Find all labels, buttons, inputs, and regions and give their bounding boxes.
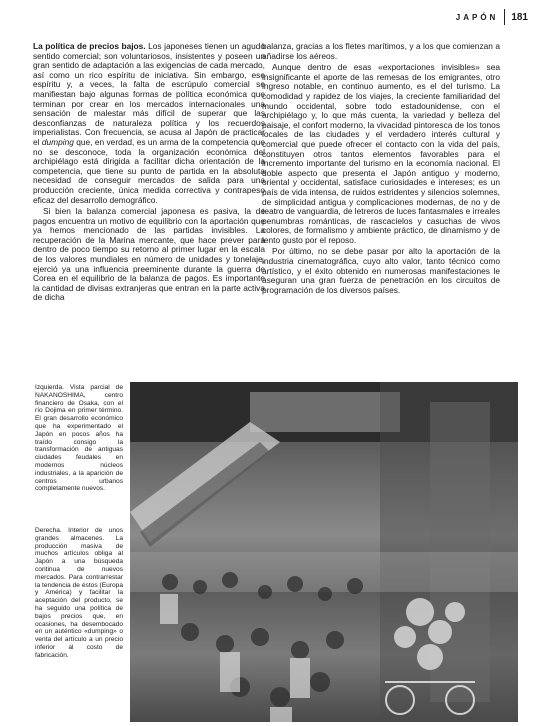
right-text-column [262,42,500,297]
department-store-photo [130,382,518,722]
caption-almacenes: Derecha. Interior de unos grandes almacenes. La producción masiva de muchos artículos obliga al Japón a una búsqueda continua de nuevos mercados. Para contrarrestar la tendencia de éstos (Europa y América) y facilitar la aceptación del producto, se ha seguido una política de bajos precios que, en ocasiones, ha desembocado en un auténtico «dumping» o venta del artículo a un precio inferior al costo de fabricación. [35,527,123,659]
paragraph-precios-bajos [33,42,265,205]
paragraph-balanza: Si bien la balanza comercial japonesa es pasiva, la de pagos encuentra un motivo de equilibrio con la aportación que ya hemos mencionado de las partidas invisibles. La recuperación de la Marina mercante, que hace prever para dentro de poco tiempo su retorno al primer lugar en la escala de los valores mundiales en número de unidades y tonelaje, ejerció ya una influencia preeminente durante la guerra de Corea en el equilibrio de la balanza de pagos. Es importante la cantidad de divisas extranjeras que entran en la parte activa de dicha [33,206,265,303]
page-number: 181 [511,11,528,23]
paragraph-balanza-cont: balanza, gracias a los fletes marítimos, y a los que comienzan a añadirse los aéreos. [262,41,500,61]
paragraph-lead: La política de precios bajos. [33,41,146,51]
page-header [456,8,528,26]
italic-term: dumping [41,136,74,147]
section-title: JAPÓN [455,12,499,22]
header-divider [504,9,505,25]
caption-nakanoshima: Izquierda. Vista parcial de NAKANOSHIMA, centro financiero de Osaka, con el río Dojima en primer término. El gran desarrollo económico que ha experimentado el Japón en pocos años ha traído consigo la transformación de antiguas ciudades feudales en modernos núcleos industriales, a la aparición de centros urbanos completamente nuevos. [35,384,123,493]
paragraph-text: Los japoneses tienen un agudo sentido comercial; son voluntariosos, insistentes y poseen un gran sentido de adaptación a las exigencias de cada mercado, así como un rico espíritu de iniciativa. Sin embargo, ese espíritu y, a veces, la falta de escrúpulo comercial se manifiestan bajo algunas formas de política económica que terminan por crear en los mercados internacionales una sensación de malestar más difícil de superar que las desconfianzas de naturaleza política y los recuerdos imperialistas. Con frecuencia, se acusa al Japón de practicar el [33,41,265,147]
photo-illustration [130,382,518,722]
paragraph-cine: Por último, no se debe pasar por alto la aportación de la industria cinematográfica, cuyo alto valor, tanto técnico como artístico, y el éxito obtenido en numerosas manifestaciones le aseguran una gran fuerza de penetración en los circuitos de programación de los diversos países. [262,246,500,295]
paragraph-text-continued: que, en verdad, es un arma de la competencia que no se desconoce, toda la organización económica del archipiélago está dirigida a facilitar dicha orientación de la competencia, que tiene su punto de partida en la absoluta necesidad de conseguir mercados de salida para una producción creciente, única medida correctiva y contrapeso eficaz del desarrollo demográfico. [33,136,265,205]
left-text-column [33,42,265,305]
paragraph-turismo: Aunque dentro de esas «exportaciones invisibles» sea insignificante el aporte de las remesas de los emigrantes, otro ingreso notable, en continuo aumento, es el del turismo. La comodidad y rapidez de los viajes, la creciente familiaridad del mundo occidental, sobre todo estadounidense, con el archipiélago y, lo que más cuenta, la variedad y belleza del paisaje, el confort moderno, la vivacidad pintoresca de los tonos locales de las ciudades y el verdadero interés cultural y comercial que puede ofrecer el contacto con la vida del país, constituyen otros tantos elementos favorables para el incremento importante del turismo en la economía nacional. El doble aspecto que presenta el Japón antiguo y moderno, oriental y occidental, satisface curiosidades e intereses; es un país de vida intensa, de ruidos estridentes y silencios solemnes, de simplicidad antigua y complicaciones modernas, de no y de teatro de vanguardia, de letreros de luces fantasmales e irreales penumbras románticas, de rascacielos y casuchas de vivos colores, de formalismo y ambiente práctico, de dinamismo y de lento gusto por el reposo. [262,62,500,245]
